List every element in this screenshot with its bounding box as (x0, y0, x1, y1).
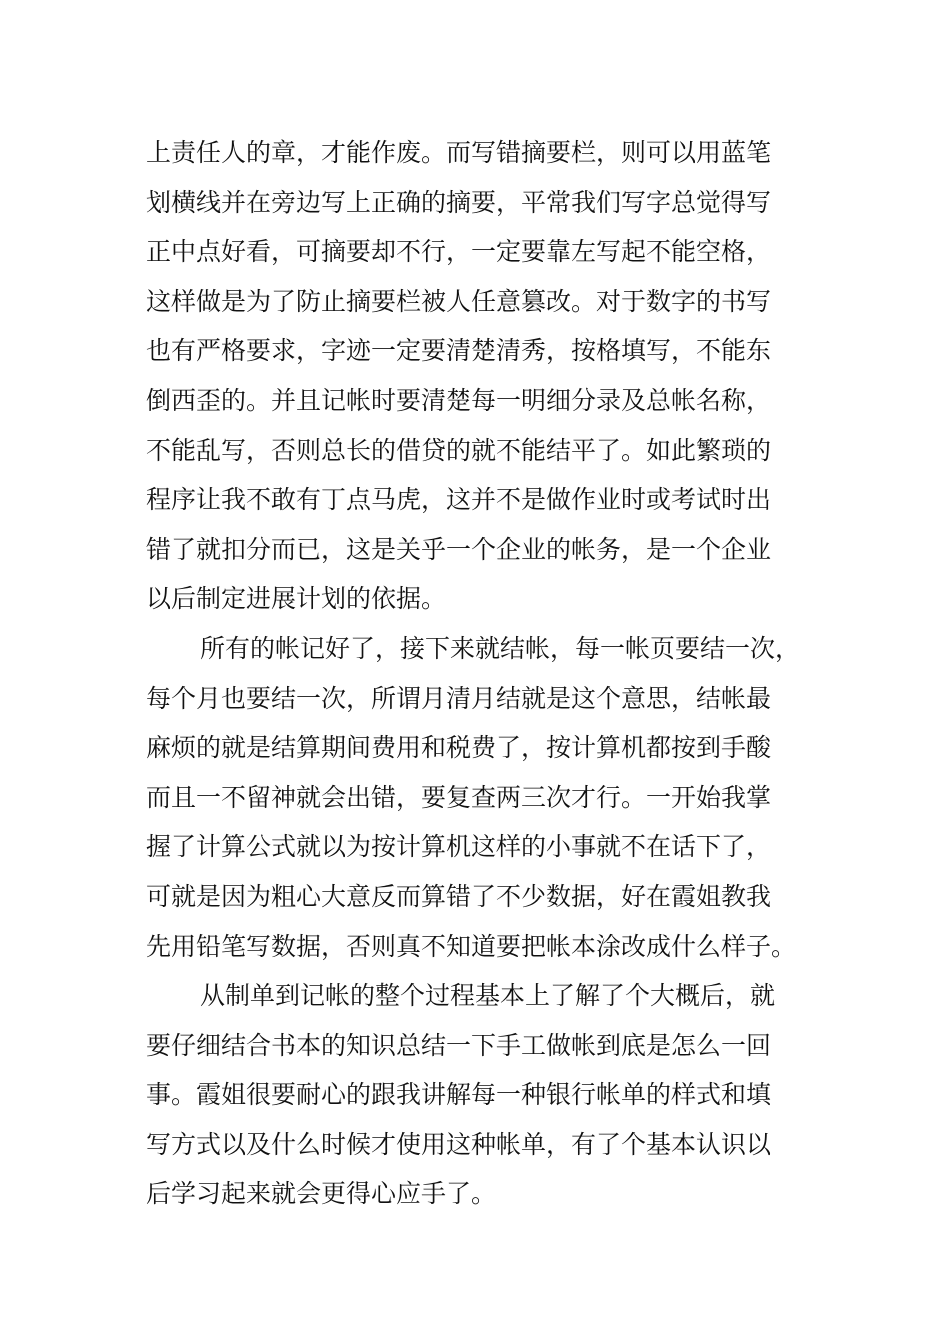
text-line: 上责任人的章，才能作废。而写错摘要栏，则可以用蓝笔 (146, 138, 772, 167)
text-line: 划横线并在旁边写上正确的摘要，平常我们写字总觉得写 (146, 187, 772, 217)
text-line: 握了计算公式就以为按计算机这样的小事就不在话下了， (146, 832, 772, 862)
text-line: 错了就扣分而已，这是关乎一个企业的帐务，是一个企业 (146, 534, 772, 564)
text-line: 以后制定进展计划的依据。 (146, 584, 447, 614)
text-line: 可就是因为粗心大意反而算错了不少数据，好在霞姐教我 (146, 881, 772, 911)
text-line: 麻烦的就是结算期间费用和税费了，按计算机都按到手酸 (146, 733, 772, 763)
text-line: 正中点好看，可摘要却不行，一定要靠左写起不能空格， (146, 237, 772, 267)
text-line: 这样做是为了防止摘要栏被人任意篡改。对于数字的书写 (146, 286, 772, 316)
text-line: 事。霞姐很要耐心的跟我讲解每一种银行帐单的样式和填 (146, 1080, 772, 1110)
text-line: 先用铅笔写数据，否则真不知道要把帐本涂改成什么样子。 (146, 931, 797, 961)
text-line: 后学习起来就会更得心应手了。 (146, 1179, 497, 1209)
paragraph-first-line: 所有的帐记好了，接下来就结帐，每一帐页要结一次， (200, 633, 801, 663)
text-line: 每个月也要结一次，所谓月清月结就是这个意思，结帐最 (146, 683, 772, 713)
text-line: 不能乱写，否则总长的借贷的就不能结平了。如此繁琐的 (146, 435, 772, 465)
text-line: 写方式以及什么时候才使用这种帐单，有了个基本认识以 (146, 1129, 772, 1159)
text-line: 程序让我不敢有丁点马虎，这并不是做作业时或考试时出 (146, 485, 772, 515)
text-line: 要仔细结合书本的知识总结一下手工做帐到底是怎么一回 (146, 1030, 772, 1060)
document-body (146, 128, 826, 1219)
text-line: 而且一不留神就会出错，要复查两三次才行。一开始我掌 (146, 782, 772, 812)
paragraph-first-line: 从制单到记帐的整个过程基本上了解了个大概后，就 (200, 981, 776, 1011)
text-line: 也有严格要求，字迹一定要清楚清秀，按格填写，不能东 (146, 336, 772, 366)
text-line: 倒西歪的。并且记帐时要清楚每一明细分录及总帐名称， (146, 385, 772, 415)
